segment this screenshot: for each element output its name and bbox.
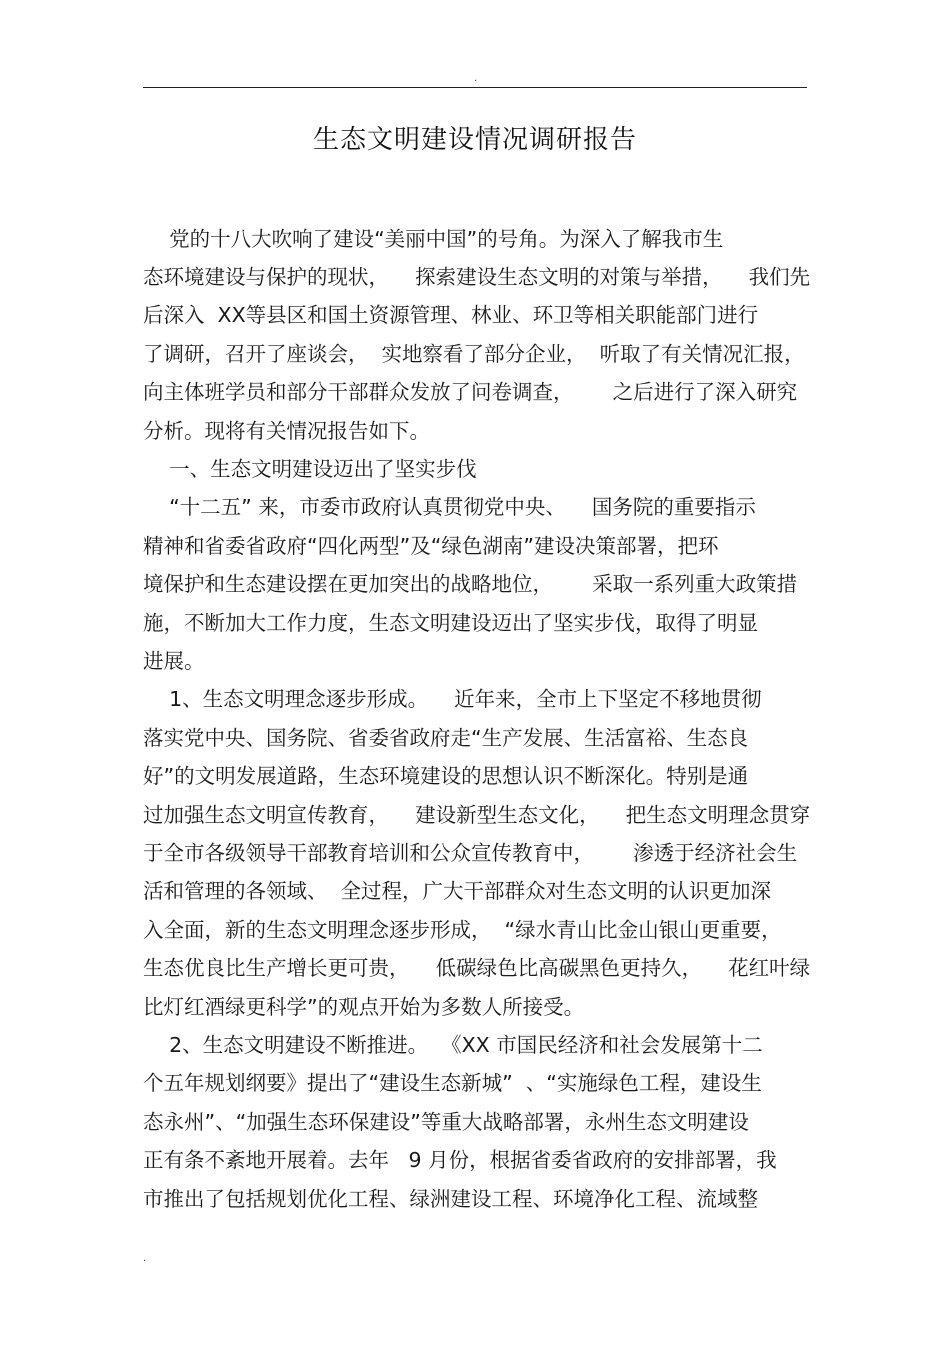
- body-line: 生态优良比生产增长更可贵， 低碳绿色比高碳黑色更持久， 花红叶绿: [143, 956, 811, 980]
- body-line: 好”的文明发展道路，生态环境建设的思想认识不断深化。特别是通: [143, 764, 749, 788]
- header-rule: [143, 87, 807, 88]
- body-line: 个五年规划纲要》提出了“建设生态新城” 、“实施绿色工程，建设生: [143, 1071, 762, 1095]
- body-line: 落实党中央、国务院、省委省政府走“生产发展、生活富裕、生态良: [143, 726, 749, 750]
- body-line: 境保护和生态建设摆在更加突出的战略地位， 采取一系列重大政策措: [143, 572, 798, 596]
- body-line: 态永州”、“加强生态环保建设”等重大战略部署，永州生态文明建设: [143, 1110, 749, 1134]
- footer-mark: .: [143, 1253, 147, 1264]
- body-line: 过加强生态文明宣传教育， 建设新型生态文化， 把生态文明理念贯穿: [143, 803, 811, 827]
- section-heading: 一、生态文明建设迈出了坚实步伐: [143, 457, 477, 481]
- body-line: 向主体班学员和部分干部群众发放了问卷调查， 之后进行了深入研究: [143, 380, 798, 404]
- body-line: 党的十八大吹响了建设“美丽中国”的号角。为深入了解我市生: [143, 227, 724, 251]
- body-line: 正有条不紊地开展着。去年 9 月份，根据省委省政府的安排部署，我: [143, 1148, 777, 1172]
- body-line: 1、生态文明理念逐步形成。 近年来，全市上下坚定不移地贯彻: [143, 687, 762, 711]
- body-line: 了调研，召开了座谈会， 实地察看了部分企业， 听取了有关情况汇报，: [143, 342, 805, 366]
- body-line: 态环境建设与保护的现状， 探索建设生态文明的对策与举措， 我们先: [143, 265, 811, 289]
- body-line: 后深入 XX等县区和国土资源管理、林业、环卫等相关职能部门进行: [143, 303, 759, 327]
- body-line: 2、生态文明建设不断推进。 《XX 市国民经济和社会发展第十二: [143, 1033, 763, 1057]
- body-line: 分析。现将有关情况报告如下。: [143, 419, 430, 443]
- body-line: 市推出了包括规划优化工程、绿洲建设工程、环境净化工程、流域整: [143, 1187, 758, 1211]
- body-line: “十二五” 来，市委市政府认真贯彻党中央、 国务院的重要指示: [143, 495, 756, 519]
- header-mark: .: [474, 73, 478, 84]
- body-line: 活和管理的各领域、 全过程，广大干部群众对生态文明的认识更加深: [143, 879, 772, 903]
- document-title: 生态文明建设情况调研报告: [312, 125, 637, 155]
- body-line: 精神和省委省政府“四化两型”及“绿色湖南”建设决策部署，把环: [143, 534, 719, 558]
- body-line: 比灯红酒绿更科学”的观点开始为多数人所接受。: [143, 995, 585, 1019]
- body-line: 入全面，新的生态文明理念逐步形成， “绿水青山比金山银山更重要，: [143, 918, 782, 942]
- body-line: 于全市各级领导干部教育培训和公众宣传教育中， 渗透于经济社会生: [143, 841, 798, 865]
- body-line: 施，不断加大工作力度，生态文明建设迈出了坚实步伐，取得了明显: [143, 611, 758, 635]
- body-line: 进展。: [143, 649, 205, 673]
